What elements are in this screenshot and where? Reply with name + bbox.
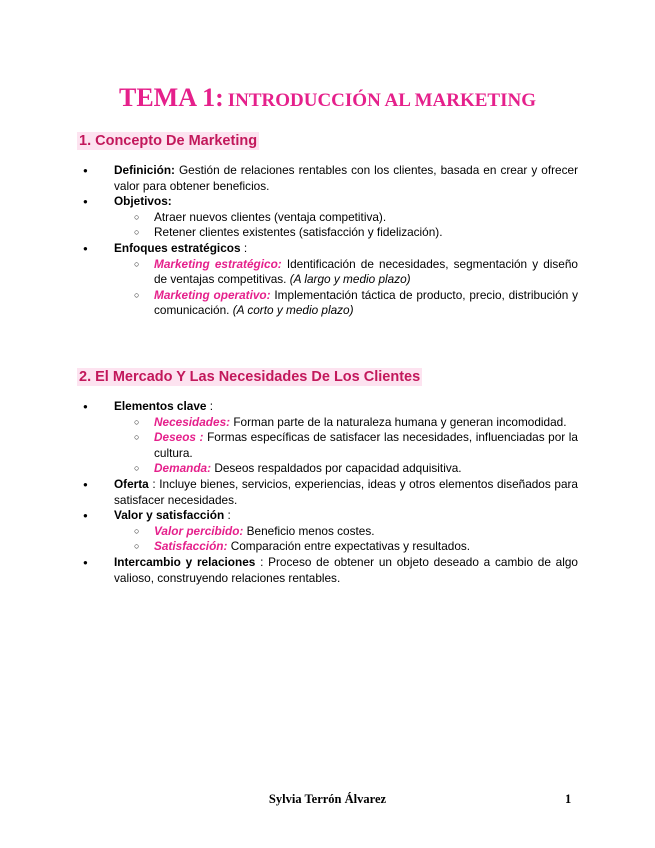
sub-list (77, 257, 578, 319)
item-label: Oferta (114, 476, 149, 491)
section-heading-mercado: 2. El Mercado Y Las Necesidades De Los Clientes (79, 369, 421, 385)
term-text: Beneficio menos costes. (243, 523, 375, 538)
term-label: Necesidades: (154, 414, 231, 429)
term-text: Forman parte de la naturaleza humana y generan incomodidad. (230, 414, 567, 429)
section-heading-concepto: 1. Concepto De Marketing (79, 133, 258, 149)
term-note: (A largo y medio plazo) (289, 272, 411, 287)
item-label: Intercambio y relaciones (114, 554, 256, 569)
item-label: Valor y satisfacción (114, 508, 225, 523)
term-text: Formas específicas de satisfacer las necesidades, influenciadas por la cultura. (154, 430, 578, 460)
sub-item-satisfaccion (114, 539, 578, 555)
term-label: Marketing operativo: (154, 287, 271, 302)
term-text: Implementación táctica de producto, precio, distribución y comunicación. (154, 287, 578, 318)
sub-list (77, 524, 578, 555)
sub-item-objetivo-2: ○ Retener clientes existentes (satisfacción y fidelización). (114, 225, 578, 241)
sub-item-demanda (114, 461, 578, 477)
title-prefix: TEMA 1: (119, 83, 224, 112)
item-colon: : (206, 399, 214, 413)
item-label: Elementos clave (114, 399, 207, 413)
sub-item-necesidades (114, 415, 578, 431)
list-item-enfoques (77, 241, 578, 319)
sub-item-operativo (114, 288, 578, 319)
term-label: Deseos : (154, 430, 204, 445)
section-body-mercado (77, 399, 578, 586)
bullet-list (77, 163, 578, 319)
item-colon: : (243, 240, 248, 255)
sub-item-estrategico (114, 257, 578, 288)
item-text: : Proceso de obtener un objeto deseado a cambio de algo valioso, construyendo relaciones rentables. (114, 554, 578, 585)
footer-author: Sylvia Terrón Álvarez (268, 792, 387, 806)
item-text: Gestión de relaciones rentables con los clientes, basada en crear y ofrecer valor para obtener beneficios. (114, 163, 578, 193)
bullet-list (77, 399, 578, 586)
term-text: Comparación entre expectativas y resultados. (227, 539, 471, 554)
sub-item-deseos (114, 430, 578, 461)
term-label: Marketing estratégico: (154, 256, 282, 271)
term-note: (A corto y medio plazo) (232, 303, 354, 318)
title-main: INTRODUCCIÓN AL MARKETING (227, 90, 536, 111)
term-label: Demanda: (154, 461, 212, 476)
term-text: Identificación de necesidades, segmentación y diseño de ventajas competitivas. (154, 256, 578, 287)
sub-list (77, 210, 578, 241)
item-colon: : (224, 508, 231, 523)
term-label: Satisfacción: (154, 539, 228, 554)
list-item-intercambio (77, 555, 578, 586)
item-label: Objetivos: (114, 194, 172, 209)
term-label: Valor percibido: (154, 523, 244, 538)
item-text: : Incluye bienes, servicios, experiencias, ideas y otros elementos diseñados para satisfacer necesidades. (114, 476, 578, 507)
item-label: Enfoques estratégicos (114, 240, 241, 255)
list-item-valor (77, 508, 578, 555)
sub-item-valor-percibido (114, 524, 578, 540)
sub-list (77, 415, 578, 477)
list-item-definicion (77, 163, 578, 194)
section-body-concepto (77, 163, 578, 319)
list-item-oferta (77, 477, 578, 508)
list-item-elementos (77, 399, 578, 477)
term-text: Deseos respaldados por capacidad adquisitiva. (211, 461, 462, 476)
sub-item-objetivo-1: ○ Atraer nuevos clientes (ventaja competitiva). (114, 210, 578, 226)
list-item-objetivos (77, 194, 578, 241)
item-label: Definición: (114, 163, 175, 177)
page-title (0, 83, 655, 113)
page-number: 1 (565, 792, 572, 806)
